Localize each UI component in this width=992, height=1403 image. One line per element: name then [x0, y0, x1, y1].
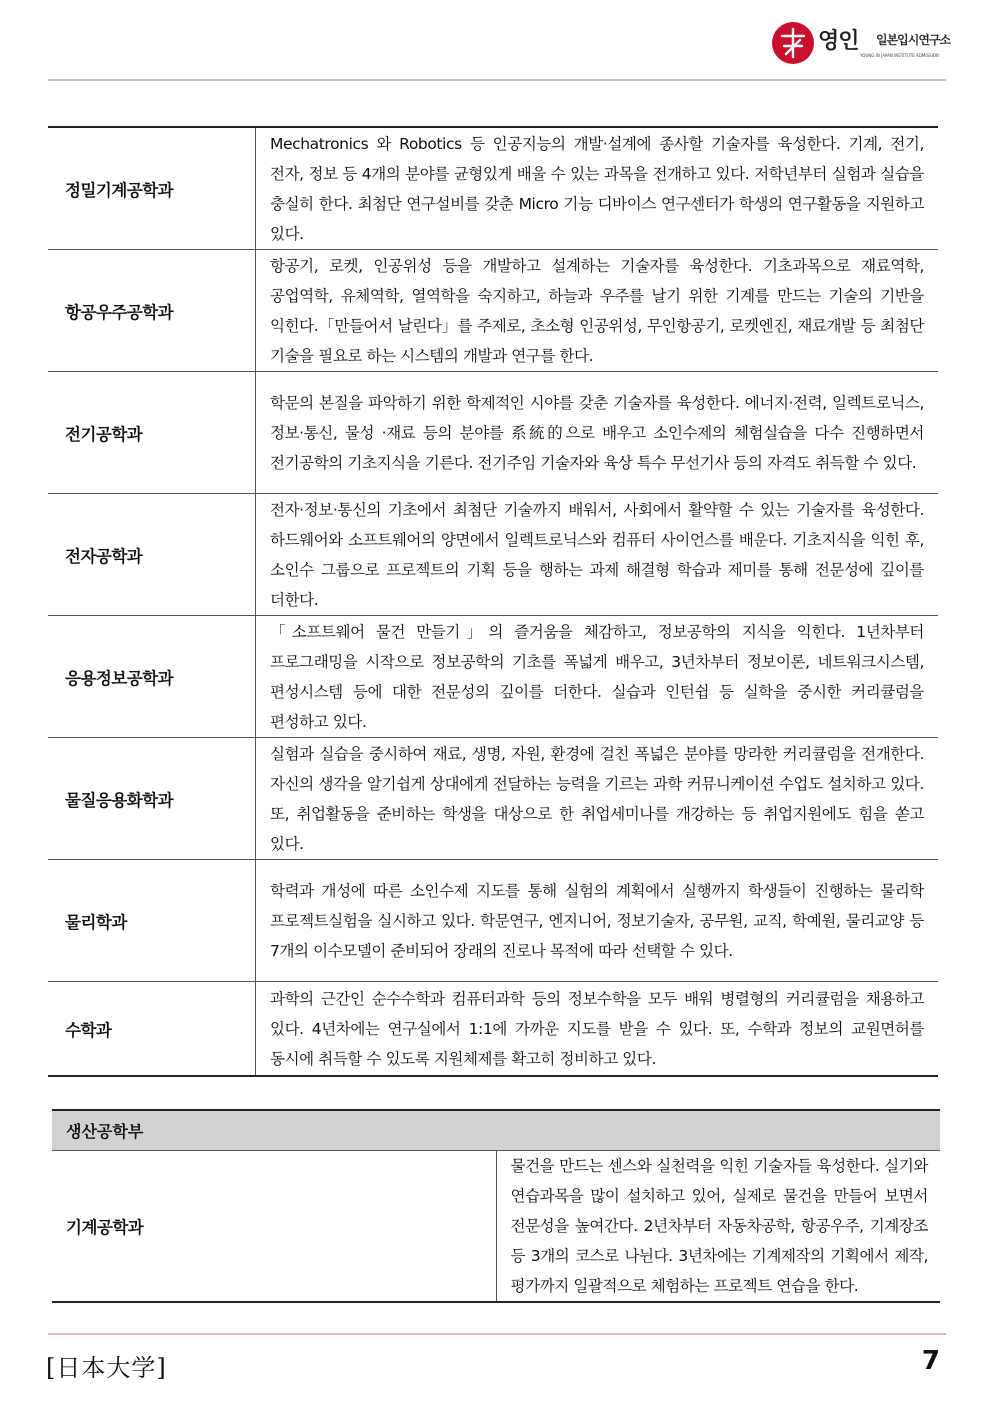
table-row	[48, 860, 938, 982]
logo	[770, 20, 950, 68]
department-name: 전기공학과	[48, 372, 256, 494]
table-row	[48, 982, 938, 1077]
department-description: 「소프트웨어 물건 만들기」의 즐거움을 체감하고, 정보공학의 지식을 익힌다. 1년차부터 프로그래밍을 시작으로 정보공학의 기초를 폭넓게 배우고, 3년차부터 정보이론, 네트워크시스템, 편성시스템 등에 대한 전문성의 깊이를 더한다. 실습과 인턴쉽 등 실학을 중시한 커리큘럼을 편성하고 있다.	[256, 616, 939, 738]
department-description: 학력과 개성에 따른 소인수제 지도를 통해 실험의 계획에서 실행까지 학생들이 진행하는 물리학 프로젝트실험을 실시하고 있다. 학문연구, 엔지니어, 정보기술자, 공무원, 교직, 학예원, 물리교양 등 7개의 이수모델이 준비되어 장래의 진로나 목적에 따라 선택할 수 있다.	[256, 860, 939, 982]
department-name: 물리학과	[48, 860, 256, 982]
page-number: 7	[921, 1346, 940, 1376]
footer-divider	[48, 1333, 946, 1335]
department-description: 물건을 만드는 센스와 실천력을 익힌 기술자들 육성한다. 실기와 연습과목을 많이 설치하고 있어, 실제로 물건을 만들어 보면서 전문성을 높여간다. 2년차부터 자동차공학, 항공우주, 기계장조 등 3개의 코스로 나뉜다. 3년차에는 기계제작의 기획에서 제작, 평가까지 일괄적으로 체험하는 프로젝트 연습을 한다.	[496, 1151, 940, 1303]
department-description: 실험과 실습을 중시하여 재료, 생명, 자원, 환경에 걸친 폭넓은 분야를 망라한 커리큘럼을 전개한다. 자신의 생각을 알기쉽게 상대에게 전달하는 능력을 기르는 과학 커뮤니케이션 수업도 설치하고 있다. 또, 취업활동을 준비하는 학생을 대상으로 한 취업세미나를 개강하는 등 취업지원에도 힘을 쏟고 있다.	[256, 738, 939, 860]
department-description: 전자·정보·통신의 기초에서 최첨단 기술까지 배워서, 사회에서 활약할 수 있는 기술자를 육성한다. 하드웨어와 소프트웨어의 양면에서 일렉트로닉스와 컴퓨터 사이언스를 배운다. 기초지식을 익힌 후, 소인수 그룹으로 프로젝트의 기획 등을 행하는 과제 해결형 학습과 제미를 통해 전문성에 깊이를 더한다.	[256, 494, 939, 616]
table-row	[48, 372, 938, 494]
section-header-row	[52, 1110, 940, 1151]
department-name: 응용정보공학과	[48, 616, 256, 738]
department-table-body	[48, 127, 938, 1076]
table-row	[48, 494, 938, 616]
department-name: 기계공학과	[52, 1151, 496, 1303]
department-table	[48, 126, 938, 1077]
department-description: 과학의 근간인 순수수학과 컴퓨터과학 등의 정보수학을 모두 배워 병렬형의 커리큘럼을 채용하고 있다. 4년차에는 연구실에서 1:1에 가까운 지도를 받을 수 있다. 또, 수학과 정보의 교원면허를 동시에 취득할 수 있도록 지원체제를 확고히 정비하고 있다.	[256, 982, 939, 1077]
department-name: 전자공학과	[48, 494, 256, 616]
department-name: 항공우주공학과	[48, 250, 256, 372]
department-description: 항공기, 로켓, 인공위성 등을 개발하고 설계하는 기술자를 육성한다. 기초과목으로 재료역학, 공업역학, 유체역학, 열역학을 숙지하고, 하늘과 우주를 날기 위한 기계를 만드는 기술의 기반을 익힌다.「만들어서 날린다」를 주제로, 초소형 인공위성, 무인항공기, 로켓엔진, 재료개발 등 최첨단 기술을 필요로 하는 시스템의 개발과 연구를 한다.	[256, 250, 939, 372]
logo-emblem-icon	[770, 20, 816, 66]
table-row	[52, 1151, 940, 1303]
table-row	[48, 616, 938, 738]
production-section-table	[52, 1109, 940, 1303]
header-divider	[48, 79, 946, 81]
production-table-body	[52, 1151, 940, 1303]
logo-tagline: YOUNG IN JAPAN INSTITUTE ADMISSION	[860, 53, 939, 58]
table-row	[48, 127, 938, 250]
department-description: 학문의 본질을 파악하기 위한 학제적인 시야를 갖춘 기술자를 육성한다. 에너지·전력, 일렉트로닉스, 정보·통신, 물성 ·재료 등의 분야를 系統的으로 배우고 소인수제의 체험실습을 다수 진행하면서 전기공학의 기초지식을 기른다. 전기주임 기술자와 육상 특수 무선기사 등의 자격도 취득할 수 있다.	[256, 372, 939, 494]
department-name: 정밀기계공학과	[48, 127, 256, 250]
logo-name: 영인	[818, 29, 859, 54]
logo-subtitle: 일본입시연구소	[876, 33, 951, 47]
section-title: 생산공학부	[52, 1110, 940, 1151]
footer-university: [日本大学]	[46, 1354, 167, 1382]
table-row	[48, 250, 938, 372]
department-name: 물질응용화학과	[48, 738, 256, 860]
department-name: 수학과	[48, 982, 256, 1077]
table-row	[48, 738, 938, 860]
department-description: Mechatronics 와 Robotics 등 인공지능의 개발·설계에 종사할 기술자를 육성한다. 기계, 전기, 전자, 정보 등 4개의 분야를 균형있게 배울 수 있는 과목을 전개하고 있다. 저학년부터 실험과 실습을 충실히 한다. 최첨단 연구설비를 갖춘 Micro 기능 디바이스 연구센터가 학생의 연구활동을 지원하고 있다.	[256, 127, 939, 250]
